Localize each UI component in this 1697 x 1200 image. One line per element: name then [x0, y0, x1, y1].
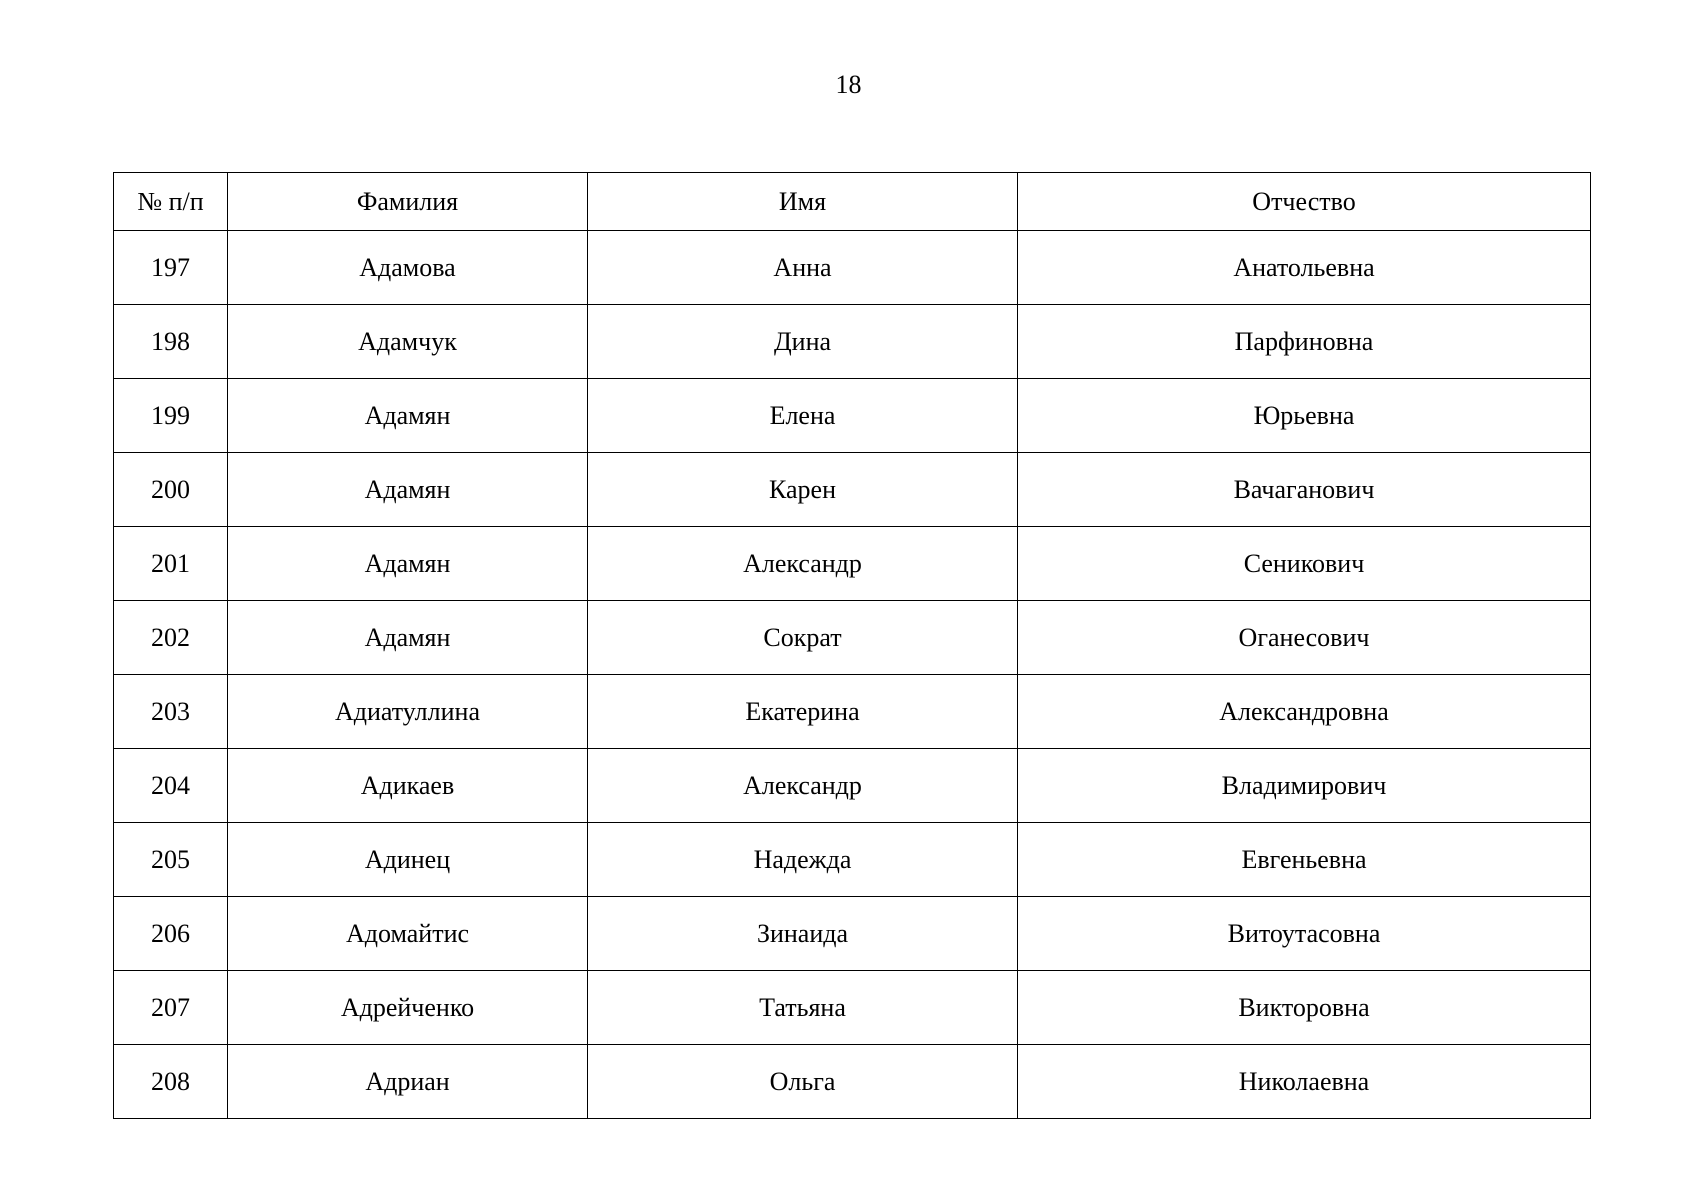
cell-first-name: Дина	[588, 305, 1018, 379]
cell-number: 197	[114, 231, 228, 305]
table-row	[114, 971, 1591, 1045]
cell-number: 204	[114, 749, 228, 823]
cell-number: 203	[114, 675, 228, 749]
header-patronymic: Отчество	[1018, 173, 1591, 231]
cell-patronymic: Юрьевна	[1018, 379, 1591, 453]
table-row	[114, 305, 1591, 379]
cell-first-name: Елена	[588, 379, 1018, 453]
cell-first-name: Татьяна	[588, 971, 1018, 1045]
table-row	[114, 749, 1591, 823]
cell-number: 207	[114, 971, 228, 1045]
cell-first-name: Зинаида	[588, 897, 1018, 971]
cell-number: 206	[114, 897, 228, 971]
cell-surname: Адиатуллина	[228, 675, 588, 749]
cell-patronymic: Николаевна	[1018, 1045, 1591, 1119]
table-row	[114, 231, 1591, 305]
cell-surname: Адриан	[228, 1045, 588, 1119]
cell-number: 201	[114, 527, 228, 601]
table-row	[114, 675, 1591, 749]
cell-patronymic: Витоутасовна	[1018, 897, 1591, 971]
cell-number: 198	[114, 305, 228, 379]
cell-number: 208	[114, 1045, 228, 1119]
header-number: № п/п	[114, 173, 228, 231]
page-number: 18	[835, 70, 862, 99]
cell-first-name: Екатерина	[588, 675, 1018, 749]
cell-first-name: Сократ	[588, 601, 1018, 675]
table-header-row	[114, 173, 1591, 231]
cell-patronymic: Викторовна	[1018, 971, 1591, 1045]
cell-number: 200	[114, 453, 228, 527]
cell-surname: Адамян	[228, 527, 588, 601]
table-row	[114, 379, 1591, 453]
table-row	[114, 601, 1591, 675]
cell-surname: Адинец	[228, 823, 588, 897]
cell-surname: Адамян	[228, 453, 588, 527]
table-row	[114, 453, 1591, 527]
cell-first-name: Ольга	[588, 1045, 1018, 1119]
cell-surname: Адомайтис	[228, 897, 588, 971]
cell-first-name: Анна	[588, 231, 1018, 305]
cell-number: 199	[114, 379, 228, 453]
cell-surname: Адамян	[228, 379, 588, 453]
table-row	[114, 897, 1591, 971]
table-row	[114, 823, 1591, 897]
cell-patronymic: Александровна	[1018, 675, 1591, 749]
cell-first-name: Карен	[588, 453, 1018, 527]
cell-surname: Адикаев	[228, 749, 588, 823]
cell-number: 205	[114, 823, 228, 897]
cell-first-name: Александр	[588, 749, 1018, 823]
cell-surname: Адамчук	[228, 305, 588, 379]
persons-table	[113, 172, 1591, 1119]
cell-patronymic: Анатольевна	[1018, 231, 1591, 305]
cell-patronymic: Сеникович	[1018, 527, 1591, 601]
header-first-name: Имя	[588, 173, 1018, 231]
cell-patronymic: Парфиновна	[1018, 305, 1591, 379]
cell-surname: Адамова	[228, 231, 588, 305]
cell-patronymic: Оганесович	[1018, 601, 1591, 675]
cell-number: 202	[114, 601, 228, 675]
header-surname: Фамилия	[228, 173, 588, 231]
cell-first-name: Александр	[588, 527, 1018, 601]
cell-patronymic: Евгеньевна	[1018, 823, 1591, 897]
cell-surname: Адамян	[228, 601, 588, 675]
cell-patronymic: Вачаганович	[1018, 453, 1591, 527]
cell-patronymic: Владимирович	[1018, 749, 1591, 823]
table-row	[114, 527, 1591, 601]
table-row	[114, 1045, 1591, 1119]
cell-first-name: Надежда	[588, 823, 1018, 897]
cell-surname: Адрейченко	[228, 971, 588, 1045]
